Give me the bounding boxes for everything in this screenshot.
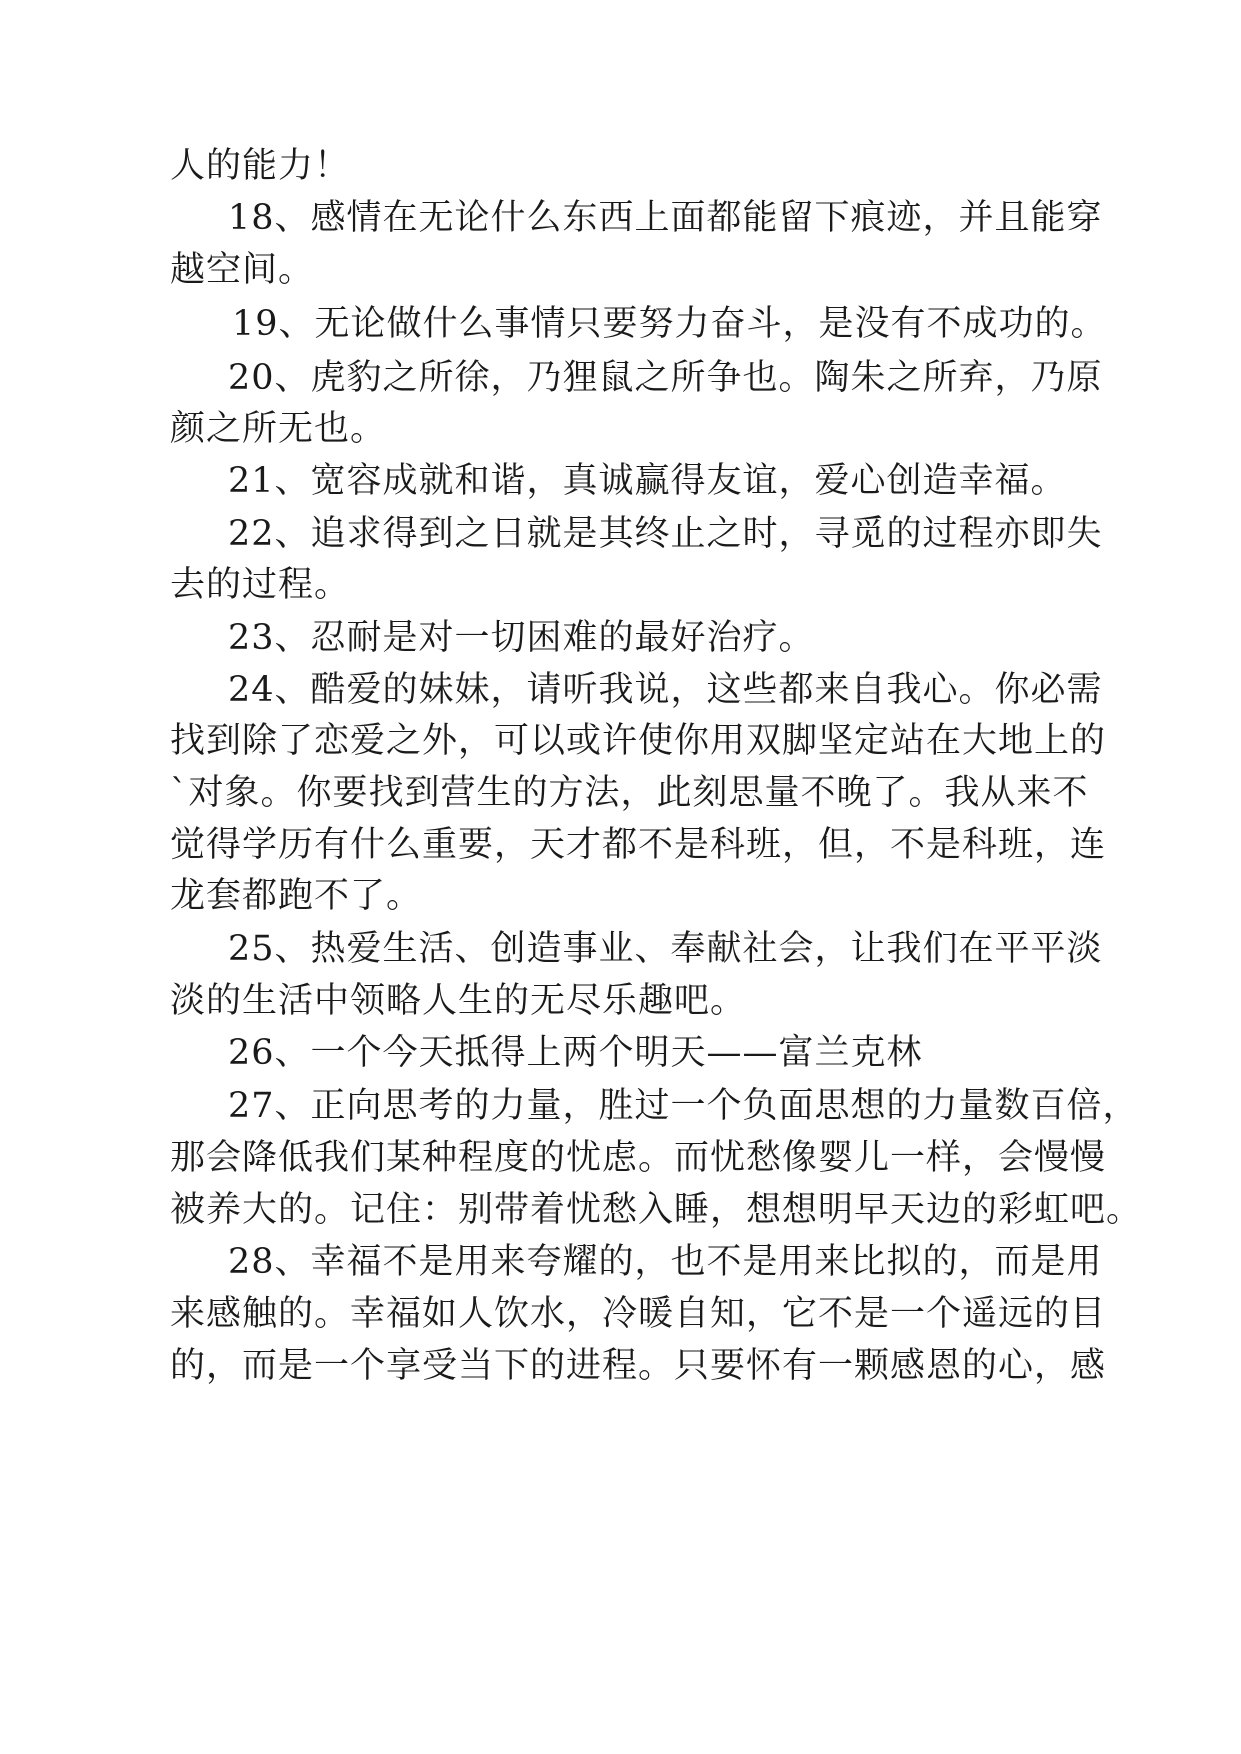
text-line: 觉得学历有什么重要，天才都不是科班，但，不是科班，连 xyxy=(170,825,1107,865)
text-line: 23、忍耐是对一切困难的最好治疗。 xyxy=(228,618,815,658)
text-line: 那会降低我们某种程度的忧虑。而忧愁像婴儿一样，会慢慢 xyxy=(170,1138,1107,1178)
text-line: 去的过程。 xyxy=(170,565,351,605)
text-line: 26、一个今天抵得上两个明天——富兰克林 xyxy=(228,1033,923,1073)
text-line: 28、幸福不是用来夸耀的，也不是用来比拟的，而是用 xyxy=(228,1242,1103,1282)
text-line: 淡的生活中领略人生的无尽乐趣吧。 xyxy=(170,981,747,1021)
text-line: 来感触的。幸福如人饮水，冷暖自知，它不是一个遥远的目 xyxy=(170,1294,1107,1334)
text-line: 21、宽容成就和谐，真诚赢得友谊，爱心创造幸福。 xyxy=(228,461,1067,501)
text-line: 20、虎豹之所徐，乃狸鼠之所争也。陶朱之所弃，乃原 xyxy=(228,358,1103,398)
text-line: 19、无论做什么事情只要努力奋斗，是没有不成功的。 xyxy=(232,304,1107,344)
text-line: `对象。你要找到营生的方法，此刻思量不晚了。我从来不 xyxy=(170,773,1089,813)
text-line: 27、正向思考的力量，胜过一个负面思想的力量数百倍， xyxy=(228,1086,1139,1126)
text-line: 的，而是一个享受当下的进程。只要怀有一颗感恩的心，感 xyxy=(170,1346,1107,1386)
text-line: 颜之所无也。 xyxy=(170,409,387,449)
text-line: 人的能力！ xyxy=(170,146,351,186)
text-line: 22、追求得到之日就是其终止之时，寻觅的过程亦即失 xyxy=(228,514,1103,554)
text-line: 18、感情在无论什么东西上面都能留下痕迹，并且能穿 xyxy=(228,198,1103,238)
text-line: 25、热爱生活、创造事业、奉献社会，让我们在平平淡 xyxy=(228,929,1103,969)
text-line: 被养大的。记住：别带着忧愁入睡，想想明早天边的彩虹吧。 xyxy=(170,1190,1143,1230)
text-line: 24、酷爱的妹妹，请听我说，这些都来自我心。你必需 xyxy=(228,670,1103,710)
text-line: 龙套都跑不了。 xyxy=(170,876,423,916)
text-line: 找到除了恋爱之外，可以或许使你用双脚坚定站在大地上的 xyxy=(170,721,1107,761)
text-line: 越空间。 xyxy=(170,250,315,290)
